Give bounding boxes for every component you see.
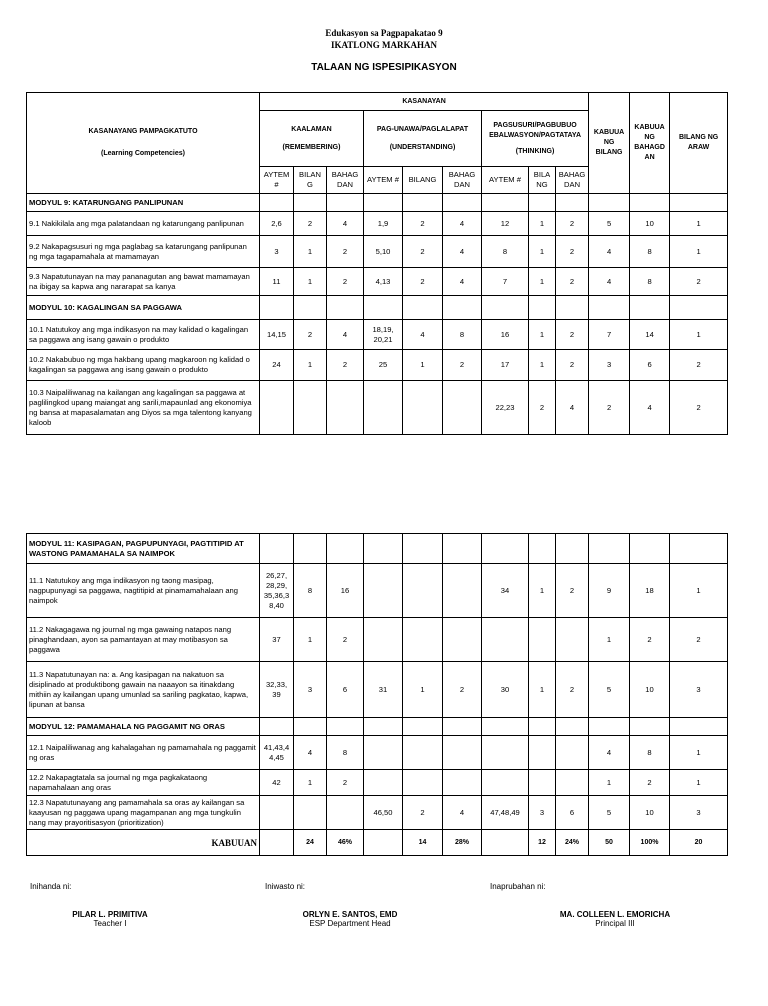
value-cell: 2 (327, 268, 364, 296)
value-cell: 1 (589, 770, 630, 796)
value-cell: 1,9 (364, 212, 403, 236)
value-cell: 8 (443, 320, 482, 350)
bilang-header: BILAN G (294, 167, 327, 194)
value-cell: 7 (589, 320, 630, 350)
value-cell: 8 (630, 268, 670, 296)
competency-cell: 9.2 Nakapagsusuri ng mga paglabag sa katarungang panlipunan ng mga tagapamahala at mamamayan (27, 236, 260, 268)
empty-cell (670, 534, 728, 564)
value-cell: 41,43,4 4,45 (260, 736, 294, 770)
value-cell: 3 (670, 662, 728, 718)
total-cell: 14 (403, 830, 443, 856)
aytem-header: AYTEM # (364, 167, 403, 194)
value-cell: 2 (403, 796, 443, 830)
bahagdan-header: BAHAG DAN (443, 167, 482, 194)
value-cell: 2 (556, 350, 589, 381)
checked-by-block (280, 910, 420, 928)
value-cell: 2 (670, 381, 728, 435)
competency-cell: 12.3 Napatutunayang ang pamamahala sa oras ay kailangan sa kaayusan ng paggawa upang magampanan ang mga tungkulin nang may prayoritisasyon (prioritization) (27, 796, 260, 830)
table-row (27, 236, 728, 268)
empty-cell (670, 296, 728, 320)
competency-cell: 10.1 Natutukoy ang mga indikasyon na may kalidad o kagalingan sa paggawa ang isang gawain o produkto (27, 320, 260, 350)
value-cell: 17 (482, 350, 529, 381)
value-cell (443, 736, 482, 770)
value-cell: 31 (364, 662, 403, 718)
value-cell: 4 (556, 381, 589, 435)
table-row (27, 268, 728, 296)
value-cell: 2 (556, 662, 589, 718)
table-row (27, 564, 728, 618)
value-cell: 4 (630, 381, 670, 435)
value-cell: 6 (630, 350, 670, 381)
value-cell (482, 736, 529, 770)
value-cell: 8 (294, 564, 327, 618)
checked-by-label: Iniwasto ni: (265, 882, 306, 891)
empty-cell (529, 718, 556, 736)
value-cell (403, 564, 443, 618)
prepared-title: Teacher I (93, 919, 127, 928)
value-cell: 2 (670, 350, 728, 381)
value-cell: 8 (327, 736, 364, 770)
value-cell (364, 618, 403, 662)
value-cell (443, 770, 482, 796)
value-cell: 1 (294, 618, 327, 662)
competency-cell: 9.1 Nakikilala ang mga palatandaan ng katarungang panlipunan (27, 212, 260, 236)
empty-cell (589, 534, 630, 564)
empty-cell (630, 534, 670, 564)
value-cell: 2 (670, 618, 728, 662)
value-cell: 2 (294, 320, 327, 350)
empty-cell (403, 194, 443, 212)
empty-cell (327, 194, 364, 212)
competency-cell: 12.1 Naipaliliwanag ang kahalagahan ng pamamahala ng paggamit ng oras (27, 736, 260, 770)
kasanayan-header: KASANAYAN (260, 93, 589, 111)
value-cell: 11 (260, 268, 294, 296)
value-cell: 4 (327, 320, 364, 350)
value-cell: 1 (670, 320, 728, 350)
empty-cell (630, 718, 670, 736)
value-cell: 2 (670, 268, 728, 296)
empty-cell (364, 194, 403, 212)
value-cell: 2 (630, 770, 670, 796)
value-cell: 6 (556, 796, 589, 830)
bahagdan-header: BAHAG DAN (327, 167, 364, 194)
value-cell: 4 (443, 212, 482, 236)
empty-cell (556, 296, 589, 320)
quarter-title: IKATLONG MARKAHAN (330, 40, 438, 50)
value-cell (403, 736, 443, 770)
empty-cell (327, 718, 364, 736)
value-cell: 2 (556, 564, 589, 618)
prepared-by-label: Inihanda ni: (30, 882, 72, 891)
total-cell (364, 830, 403, 856)
value-cell (294, 796, 327, 830)
module-title: MODYUL 11: KASIPAGAN, PAGPUPUNYAGI, PAGTITIPID AT WASTONG PAMAMAHALA SA NAIMPOK (27, 534, 260, 564)
value-cell: 25 (364, 350, 403, 381)
value-cell: 3 (260, 236, 294, 268)
empty-cell (630, 194, 670, 212)
total-cell: 20 (670, 830, 728, 856)
value-cell: 14,15 (260, 320, 294, 350)
kabuuang-bilang-header: KABUUA NG BILANG (589, 93, 630, 194)
value-cell (364, 381, 403, 435)
empty-cell (670, 194, 728, 212)
value-cell (556, 736, 589, 770)
empty-cell (482, 534, 529, 564)
value-cell: 32,33, 39 (260, 662, 294, 718)
value-cell: 4 (589, 236, 630, 268)
total-cell (260, 830, 294, 856)
value-cell: 1 (529, 350, 556, 381)
empty-cell (556, 534, 589, 564)
value-cell: 3 (529, 796, 556, 830)
empty-cell (260, 534, 294, 564)
table-row (27, 736, 728, 770)
total-cell: 12 (529, 830, 556, 856)
value-cell (443, 564, 482, 618)
total-cell: 100% (630, 830, 670, 856)
value-cell (482, 770, 529, 796)
module-row (27, 194, 728, 212)
value-cell (443, 381, 482, 435)
value-cell: 22,23 (482, 381, 529, 435)
empty-cell (294, 194, 327, 212)
module-title: MODYUL 12: PAMAMAHALA NG PAGGAMIT NG ORAS (27, 718, 260, 736)
value-cell: 8 (630, 736, 670, 770)
empty-cell (482, 296, 529, 320)
value-cell: 1 (670, 564, 728, 618)
value-cell (556, 770, 589, 796)
page-title: TALAAN NG ISPESIPIKASYON (311, 62, 457, 73)
table-row (27, 770, 728, 796)
value-cell: 3 (589, 350, 630, 381)
specification-table-part-1 (26, 92, 728, 435)
kabuuang-bahagdan-header: KABUUA NG BAHAGD AN (630, 93, 670, 194)
value-cell: 2 (327, 350, 364, 381)
empty-cell (482, 194, 529, 212)
empty-cell (443, 718, 482, 736)
empty-cell (589, 718, 630, 736)
value-cell: 4 (589, 736, 630, 770)
empty-cell (443, 296, 482, 320)
bahagdan-header: BAHAG DAN (556, 167, 589, 194)
value-cell: 47,48,49 (482, 796, 529, 830)
empty-cell (403, 296, 443, 320)
value-cell: 2,6 (260, 212, 294, 236)
value-cell: 2 (443, 662, 482, 718)
empty-cell (556, 194, 589, 212)
value-cell: 1 (529, 662, 556, 718)
pagsusuri-header: PAGSUSURI/PAGBUBUO EBALWASYON/PAGTATAYA (THINKING) (482, 111, 589, 167)
value-cell: 2 (327, 236, 364, 268)
value-cell: 2 (556, 212, 589, 236)
value-cell: 2 (443, 350, 482, 381)
total-cell: 24% (556, 830, 589, 856)
value-cell: 18 (630, 564, 670, 618)
value-cell: 26,27, 28,29, 35,36,3 8,40 (260, 564, 294, 618)
value-cell: 2 (294, 212, 327, 236)
value-cell: 34 (482, 564, 529, 618)
module-row (27, 534, 728, 564)
empty-cell (364, 718, 403, 736)
value-cell (260, 796, 294, 830)
value-cell (403, 618, 443, 662)
table-row (27, 212, 728, 236)
empty-cell (403, 718, 443, 736)
value-cell: 4 (443, 236, 482, 268)
value-cell: 2 (630, 618, 670, 662)
empty-cell (589, 194, 630, 212)
empty-cell (364, 534, 403, 564)
value-cell (364, 770, 403, 796)
empty-cell (630, 296, 670, 320)
value-cell: 1 (670, 236, 728, 268)
subject-title: Edukasyon sa Pagpapakatao 9 (325, 28, 443, 38)
value-cell: 2 (403, 268, 443, 296)
prepared-by-block (40, 910, 180, 928)
empty-cell (589, 296, 630, 320)
value-cell: 1 (589, 618, 630, 662)
value-cell: 16 (482, 320, 529, 350)
competency-cell: 10.2 Nakabubuo ng mga hakbang upang magkaroon ng kalidad o kagalingan sa paggawa ang isang gawain o produkto (27, 350, 260, 381)
value-cell: 37 (260, 618, 294, 662)
value-cell: 2 (529, 381, 556, 435)
value-cell (294, 381, 327, 435)
competency-cell: 12.2 Nakapagtatala sa journal ng mga pagkakataong napamahalaan ang oras (27, 770, 260, 796)
table-row (27, 796, 728, 830)
bilang-araw-header: BILANG NG ARAW (670, 93, 728, 194)
specification-table-part-2 (26, 533, 728, 856)
value-cell (364, 736, 403, 770)
total-cell: 24 (294, 830, 327, 856)
value-cell (327, 381, 364, 435)
competency-cell: 10.3 Naipaliliwanag na kailangan ang kagalingan sa paggawa at paglilingkod upang maiangat ang sarili,mapaunlad ang ekonomiya ng bansa at mapasalamatan ang Diyos sa mga talentong kanyang kaloob (27, 381, 260, 435)
empty-cell (403, 534, 443, 564)
approved-name: MA. COLLEEN L. EMORICHA (559, 910, 671, 919)
value-cell: 1 (529, 236, 556, 268)
value-cell: 9 (589, 564, 630, 618)
value-cell: 10 (630, 796, 670, 830)
value-cell: 1 (294, 770, 327, 796)
approved-title: Principal III (595, 919, 635, 928)
empty-cell (327, 534, 364, 564)
empty-cell (260, 718, 294, 736)
module-title: MODYUL 10: KAGALINGAN SA PAGGAWA (27, 296, 260, 320)
value-cell: 1 (670, 736, 728, 770)
value-cell (482, 618, 529, 662)
empty-cell (482, 718, 529, 736)
value-cell: 1 (294, 236, 327, 268)
table-row (27, 381, 728, 435)
value-cell (556, 618, 589, 662)
module-title: MODYUL 9: KATARUNGANG PANLIPUNAN (27, 194, 260, 212)
value-cell: 2 (556, 236, 589, 268)
value-cell: 1 (670, 770, 728, 796)
value-cell: 10 (630, 212, 670, 236)
value-cell: 1 (529, 212, 556, 236)
total-cell: 50 (589, 830, 630, 856)
value-cell: 4 (443, 796, 482, 830)
value-cell: 30 (482, 662, 529, 718)
total-cell: 28% (443, 830, 482, 856)
value-cell: 7 (482, 268, 529, 296)
value-cell: 1 (403, 662, 443, 718)
value-cell: 12 (482, 212, 529, 236)
competency-cell: 9.3 Napatutunayan na may pananagutan ang bawat mamamayan na ibigay sa kapwa ang nararapat sa kanya (27, 268, 260, 296)
table-row (27, 618, 728, 662)
value-cell: 2 (327, 618, 364, 662)
value-cell (327, 796, 364, 830)
table-row (27, 350, 728, 381)
module-row (27, 296, 728, 320)
value-cell: 1 (670, 212, 728, 236)
value-cell: 4,13 (364, 268, 403, 296)
value-cell: 14 (630, 320, 670, 350)
value-cell (529, 770, 556, 796)
value-cell: 4 (327, 212, 364, 236)
value-cell: 1 (403, 350, 443, 381)
table-row (27, 320, 728, 350)
value-cell: 5 (589, 662, 630, 718)
empty-cell (260, 296, 294, 320)
value-cell: 1 (294, 350, 327, 381)
empty-cell (294, 718, 327, 736)
empty-cell (529, 296, 556, 320)
value-cell: 4 (589, 268, 630, 296)
empty-cell (294, 296, 327, 320)
bilang-header: BILANG (403, 167, 443, 194)
value-cell: 4 (403, 320, 443, 350)
value-cell (529, 736, 556, 770)
approved-by-block (540, 910, 690, 928)
value-cell: 24 (260, 350, 294, 381)
empty-cell (294, 534, 327, 564)
value-cell: 42 (260, 770, 294, 796)
competency-header: KASANAYANG PAMPAGKATUTO (Learning Competencies) (27, 93, 260, 194)
checked-title: ESP Department Head (309, 919, 391, 928)
empty-cell (556, 718, 589, 736)
value-cell: 8 (630, 236, 670, 268)
value-cell: 5,10 (364, 236, 403, 268)
value-cell: 2 (589, 381, 630, 435)
competency-cell: 11.3 Napatutunayan na: a. Ang kasipagan na nakatuon sa disiplinado at produktibong gawain na naaayon sa itinakdang mithiin ay kailangan upang umunlad sa sariling pagkatao, kapwa, lipunan at bansa (27, 662, 260, 718)
value-cell: 4 (443, 268, 482, 296)
value-cell (403, 381, 443, 435)
empty-cell (529, 194, 556, 212)
value-cell (403, 770, 443, 796)
value-cell: 2 (403, 236, 443, 268)
value-cell: 3 (670, 796, 728, 830)
table-row (27, 662, 728, 718)
aytem-header: AYTEM # (482, 167, 529, 194)
value-cell: 10 (630, 662, 670, 718)
value-cell: 5 (589, 796, 630, 830)
kaalaman-header: KAALAMAN (REMEMBERING) (260, 111, 364, 167)
value-cell: 3 (294, 662, 327, 718)
totals-row (27, 830, 728, 856)
value-cell: 4 (294, 736, 327, 770)
value-cell (364, 564, 403, 618)
value-cell: 1 (529, 320, 556, 350)
empty-cell (260, 194, 294, 212)
module-row (27, 718, 728, 736)
total-cell: 46% (327, 830, 364, 856)
value-cell (529, 618, 556, 662)
empty-cell (443, 534, 482, 564)
empty-cell (364, 296, 403, 320)
empty-cell (529, 534, 556, 564)
value-cell: 6 (327, 662, 364, 718)
value-cell: 1 (529, 564, 556, 618)
value-cell (443, 618, 482, 662)
aytem-header: AYTEM # (260, 167, 294, 194)
approved-by-label: Inaprubahan ni: (490, 882, 546, 891)
bilang-header: BILA NG (529, 167, 556, 194)
value-cell: 2 (403, 212, 443, 236)
totals-label: KABUUAN (27, 830, 260, 856)
empty-cell (670, 718, 728, 736)
value-cell: 5 (589, 212, 630, 236)
pag-unawa-header: PAG-UNAWA/PAGLALAPAT (UNDERSTANDING) (364, 111, 482, 167)
value-cell: 8 (482, 236, 529, 268)
value-cell: 46,50 (364, 796, 403, 830)
empty-cell (443, 194, 482, 212)
checked-name: ORLYN E. SANTOS, EMD (302, 910, 398, 919)
competency-cell: 11.2 Nakagagawa ng journal ng mga gawaing natapos nang pinaghandaan, ayon sa pamantayan at may motibasyon sa paggawa (27, 618, 260, 662)
value-cell: 16 (327, 564, 364, 618)
value-cell (260, 381, 294, 435)
competency-cell: 11.1 Natutukoy ang mga indikasyon ng taong masipag, nagpupunyagi sa paggawa, nagtitipid at pinamamahalaan ang naimpok (27, 564, 260, 618)
total-cell (482, 830, 529, 856)
prepared-name: PILAR L. PRIMITIVA (72, 910, 148, 919)
value-cell: 18,19, 20,21 (364, 320, 403, 350)
value-cell: 2 (556, 320, 589, 350)
value-cell: 1 (529, 268, 556, 296)
value-cell: 1 (294, 268, 327, 296)
empty-cell (327, 296, 364, 320)
value-cell: 2 (556, 268, 589, 296)
value-cell: 2 (327, 770, 364, 796)
